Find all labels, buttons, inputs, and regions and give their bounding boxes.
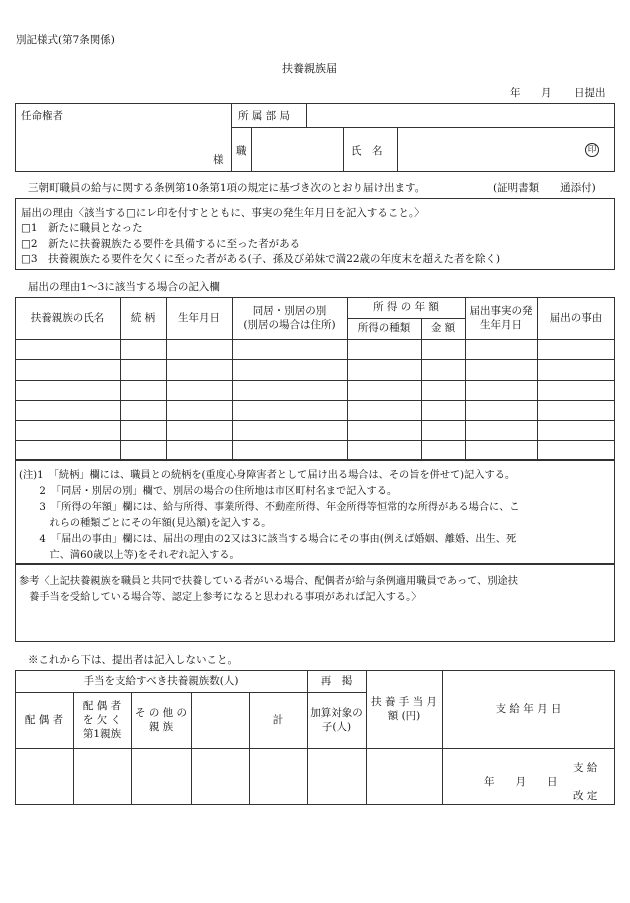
reference-line-1: 参考〈上記扶養親族を職員と共同で扶養している者がいる場合、配偶者が給与条例適用職員であって、別途扶 [19,576,518,587]
header-income-type: 所得の種類 [357,322,411,335]
payment-label: 支 給 [573,762,598,774]
form-reference: 別記様式(第7条関係) [16,34,115,46]
allowance-dependents-count-header: 手当を支給すべき扶養親族数(人) [83,674,239,687]
seal-icon: 印 [585,143,599,157]
reasons-heading: 届出の理由〈該当する□にレ印を付すとともに、事実の発生年月日を記入すること。〉 [21,207,425,219]
header-relation: 続 柄 [130,311,156,324]
header-notice-reason: 届出の事由 [549,311,603,324]
note-line-4: れらの種類ごとにその年額(見込額)を記入する。 [19,518,272,529]
form-title: 扶養親族届 [282,62,337,75]
note-line-2: 2 「同居・別居の別」欄で、別居の場合の住所地は市区町村名まで記入する。 [19,486,398,497]
header-residence [232,297,347,339]
office-use-notice: ※これから下は、提出者は記入しないこと。 [28,654,238,666]
date-month-label: 月 [541,87,552,99]
reason-item-3: □3 扶養親族たる要件を欠くに至った者がある(子、孫及び弟妹で満22歳の年度末を超えた者を除く) [21,253,501,265]
note-line-6: 亡、満60歳以上等)をそれぞれ記入する。 [19,550,240,561]
first-dependent-header: 配 偶 者 を 欠 く 第1親族 [82,699,122,741]
declaration-text: 三朝町職員の給与に関する条例第10条第1項の規定に基づき次のとおり届け出ます。 [28,182,426,194]
note-line-5: 4 「届出の事由」欄には、届出の理由の2又は3に該当する場合にその事由(例えば婚姻、離婚、出生、死 [19,534,517,545]
other-relatives-header: そ の 他 の 親 族 [135,706,188,733]
payment-date-header: 支 給 年 月 日 [495,702,562,715]
applicant-box [15,103,615,172]
dependents-section-label: 届出の理由1～3に該当する場合の記入欄 [28,281,220,293]
year-month-day-label: 年 月 日 [484,776,558,788]
date-day-label: 日提出 [574,87,606,99]
total-header: 計 [272,713,284,726]
revision-label: 改 定 [573,790,598,802]
monthly-allowance-header: 扶 養 手 当 月 額 (円) [371,695,437,722]
proof-documents: (証明書類 通添付) [493,182,596,194]
header-dependent-name: 扶養親族の氏名 [30,311,105,324]
spouse-header: 配 偶 者 [24,713,64,726]
child-addition-header: 加算対象の子(人) [310,706,363,733]
header-residence-main: 同居・別居の別 [252,304,327,317]
header-income-amount: 金 額 [430,322,456,335]
header-event-date: 届出事実の発生年月日 [469,304,533,331]
repost-header: 再 掲 [320,674,353,687]
note-line-1: (注)1 「続柄」欄には、職員との続柄を(重度心身障害者として届け出る場合は、その旨を併せて)記入する。 [19,470,516,481]
name-label: 氏 名 [351,145,383,157]
header-birth-date: 生年月日 [178,311,220,324]
reference-line-2: 養手当を受給している場合等、認定上参考になると思われる事項があれば記入する。〉 [19,592,422,603]
appointer-label: 任命権者 [21,110,63,122]
note-line-3: 3 「所得の年額」欄には、給与所得、事業所得、不動産所得、年金所得等恒常的な所得がある場合に、こ [19,502,520,513]
date-year-label: 年 [510,87,521,99]
sama-suffix: 様 [213,154,224,166]
reason-item-2: □2 新たに扶養親族たる要件を具備するに至った者がある [21,238,301,250]
header-residence-sub: (別居の場合は住所) [243,319,336,331]
reason-item-1: □1 新たに職員となった [21,222,143,234]
header-income: 所 得 の 年 額 [373,301,439,314]
department-label: 所 属 部 局 [238,110,291,122]
position-label: 職 [236,145,247,157]
